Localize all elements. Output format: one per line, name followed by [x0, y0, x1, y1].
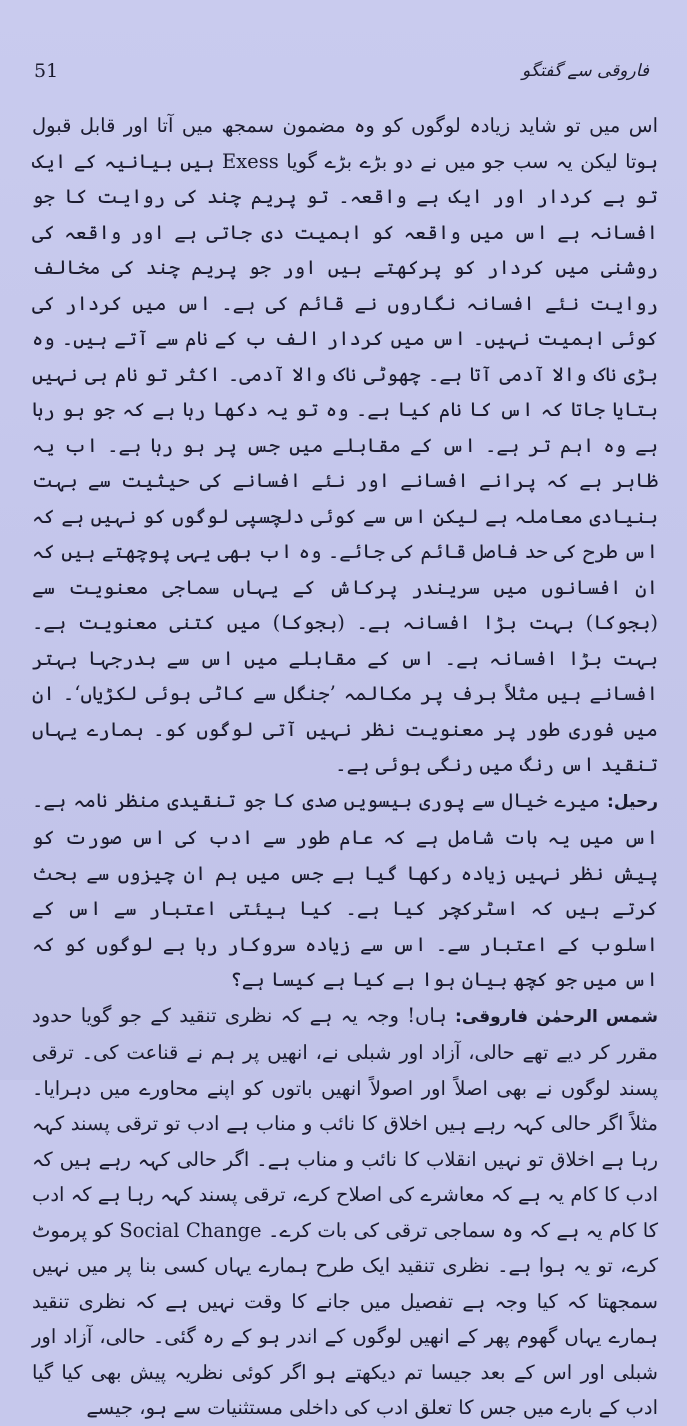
paragraph-text: اس میں تو شاید زیادہ لوگوں کو وہ مضمون سمجھ میں آتا اور قابل قبول ہوتا لیکن یہ سب جو میں نے دو بڑے بڑے گویا Exess ہیں بیانیہ کے ایک تو ہے کردار اور ایک ہے واقعہ۔ تو پریم چند کی روایت کا جو افسانہ ہے اس میں واقعہ کو اہمیت دی جاتی ہے اور واقعہ کی روشنی میں کردار کو پرکھتے ہیں اور جو پریم چند کی مخالف روایت نئے افسانہ نگاروں نے قائم کی ہے۔ اس میں کردار کی کوئی اہمیت نہیں۔ اس میں کردار الف ب کے نام سے آتے ہیں۔ وہ بڑی ناک والا آدمی آتا ہے۔ چھوٹی ناک والا آدمی۔ اکثر تو نام ہی نہیں بتایا جاتا کہ اس کا نام کیا ہے۔ وہ تو یہ دکھا رہا ہے کہ جو ہو رہا ہے وہ اہم تر ہے۔ اس کے مقابلے میں جس پر ہو رہا ہے۔ اب یہ ظاہر ہے کہ پرانے افسانے اور نئے افسانے کی حیثیت سے بہت بنیادی معاملہ ہے لیکن اس سے کوئی دلچسپی لوگوں کو نہیں ہے کہ اس طرح کی حد فاصل قائم کی جائے۔ وہ اب بھی یہی پوچھتے ہیں کہ ان افسانوں میں سریندر پرکاش کے یہاں سماجی معنویت سے (بجوکا) بہت بڑا افسانہ ہے۔ (بجوکا) میں کتنی معنویت ہے۔ بہت بڑا افسانہ ہے۔ اس کے مقابلے میں اس سے بدرجہا بہتر افسانے ہیں مثلاً برف پر مکالمہ ’جنگل سے کاٹی ہوئی لکڑیاں‘۔ ان میں فوری طور پر معنویت نظر نہیں آتی لوگوں کو۔ ہمارے یہاں تنقید اس رنگ میں رنگی ہوئی ہے۔: [32, 114, 658, 776]
paragraph-answer: [32, 998, 658, 1426]
speaker-label: شمس الرحمٰن فاروقی:: [455, 1006, 658, 1027]
page-number: 51: [34, 60, 59, 82]
paragraph-narrative: [32, 108, 658, 783]
page-body: [32, 108, 658, 1426]
paragraph-question: [32, 783, 658, 998]
paragraph-text: میرے خیال سے پوری بیسویں صدی کا جو تنقیدی منظر نامہ ہے۔ اس میں یہ بات شامل ہے کہ عام طور سے ادب کی اس صورت کو پیش نظر نہیں زیادہ رکھا گیا ہے جس میں ہم ان چیزوں سے بحث کرتے ہیں کہ اسٹرکچر کیا ہے۔ کیا ہیئتی اعتبار سے اس کے اسلوب کے اعتبار سے۔ اس سے زیادہ سروکار رہا ہے لوگوں کو کہ اس میں جو کچھ بیان ہوا ہے کیا ہے کیسا ہے؟: [32, 788, 658, 991]
paragraph-text: ہاں! وجہ یہ ہے کہ نظری تنقید کے جو گویا حدود مقرر کر دیے تھے حالی، آزاد اور شبلی نے، انھیں پر ہم نے قناعت کی۔ ترقی پسند لوگوں نے بھی اصلاً اور اصولاً انھیں باتوں کو اپنے محاورے میں دہرایا۔ مثلاً اگر حالی کہہ رہے ہیں اخلاق کا نائب و مناب ہے ادب تو ترقی پسند کہہ رہا ہے اخلاق تو نہیں انقلاب کا نائب و مناب ہے۔ اگر حالی کہہ رہے ہیں کہ ادب کا کام یہ ہے کہ معاشرے کی اصلاح کرے، ترقی پسند کہہ رہا ہے کہ ادب کا کام یہ ہے کہ وہ سماجی ترقی کی بات کرے۔ Social Change کو پرموٹ کرے، تو یہ ہوا ہے۔ نظری تنقید ایک طرح ہمارے یہاں کسی بنا پر میں نہیں سمجھتا کہ کیا وجہ ہے تفصیل میں جانے کا وقت نہیں ہے کہ نظری تنقید ہمارے یہاں گھوم پھر کے انھیں لوگوں کے اندر ہو کے رہ گئی۔ حالی، آزاد اور شبلی اور اس کے بعد جیسا تم دیکھتے ہو اگر کوئی نظریہ پیش بھی کیا گیا ادب کے بارے میں جس کا تعلق ادب کی داخلی مستثنیات سے ہو، جیسے: [32, 1003, 658, 1419]
speaker-label: رحیل:: [607, 791, 658, 812]
running-head: فاروقی سے گفتگو: [521, 61, 649, 81]
page-header: [0, 60, 687, 96]
